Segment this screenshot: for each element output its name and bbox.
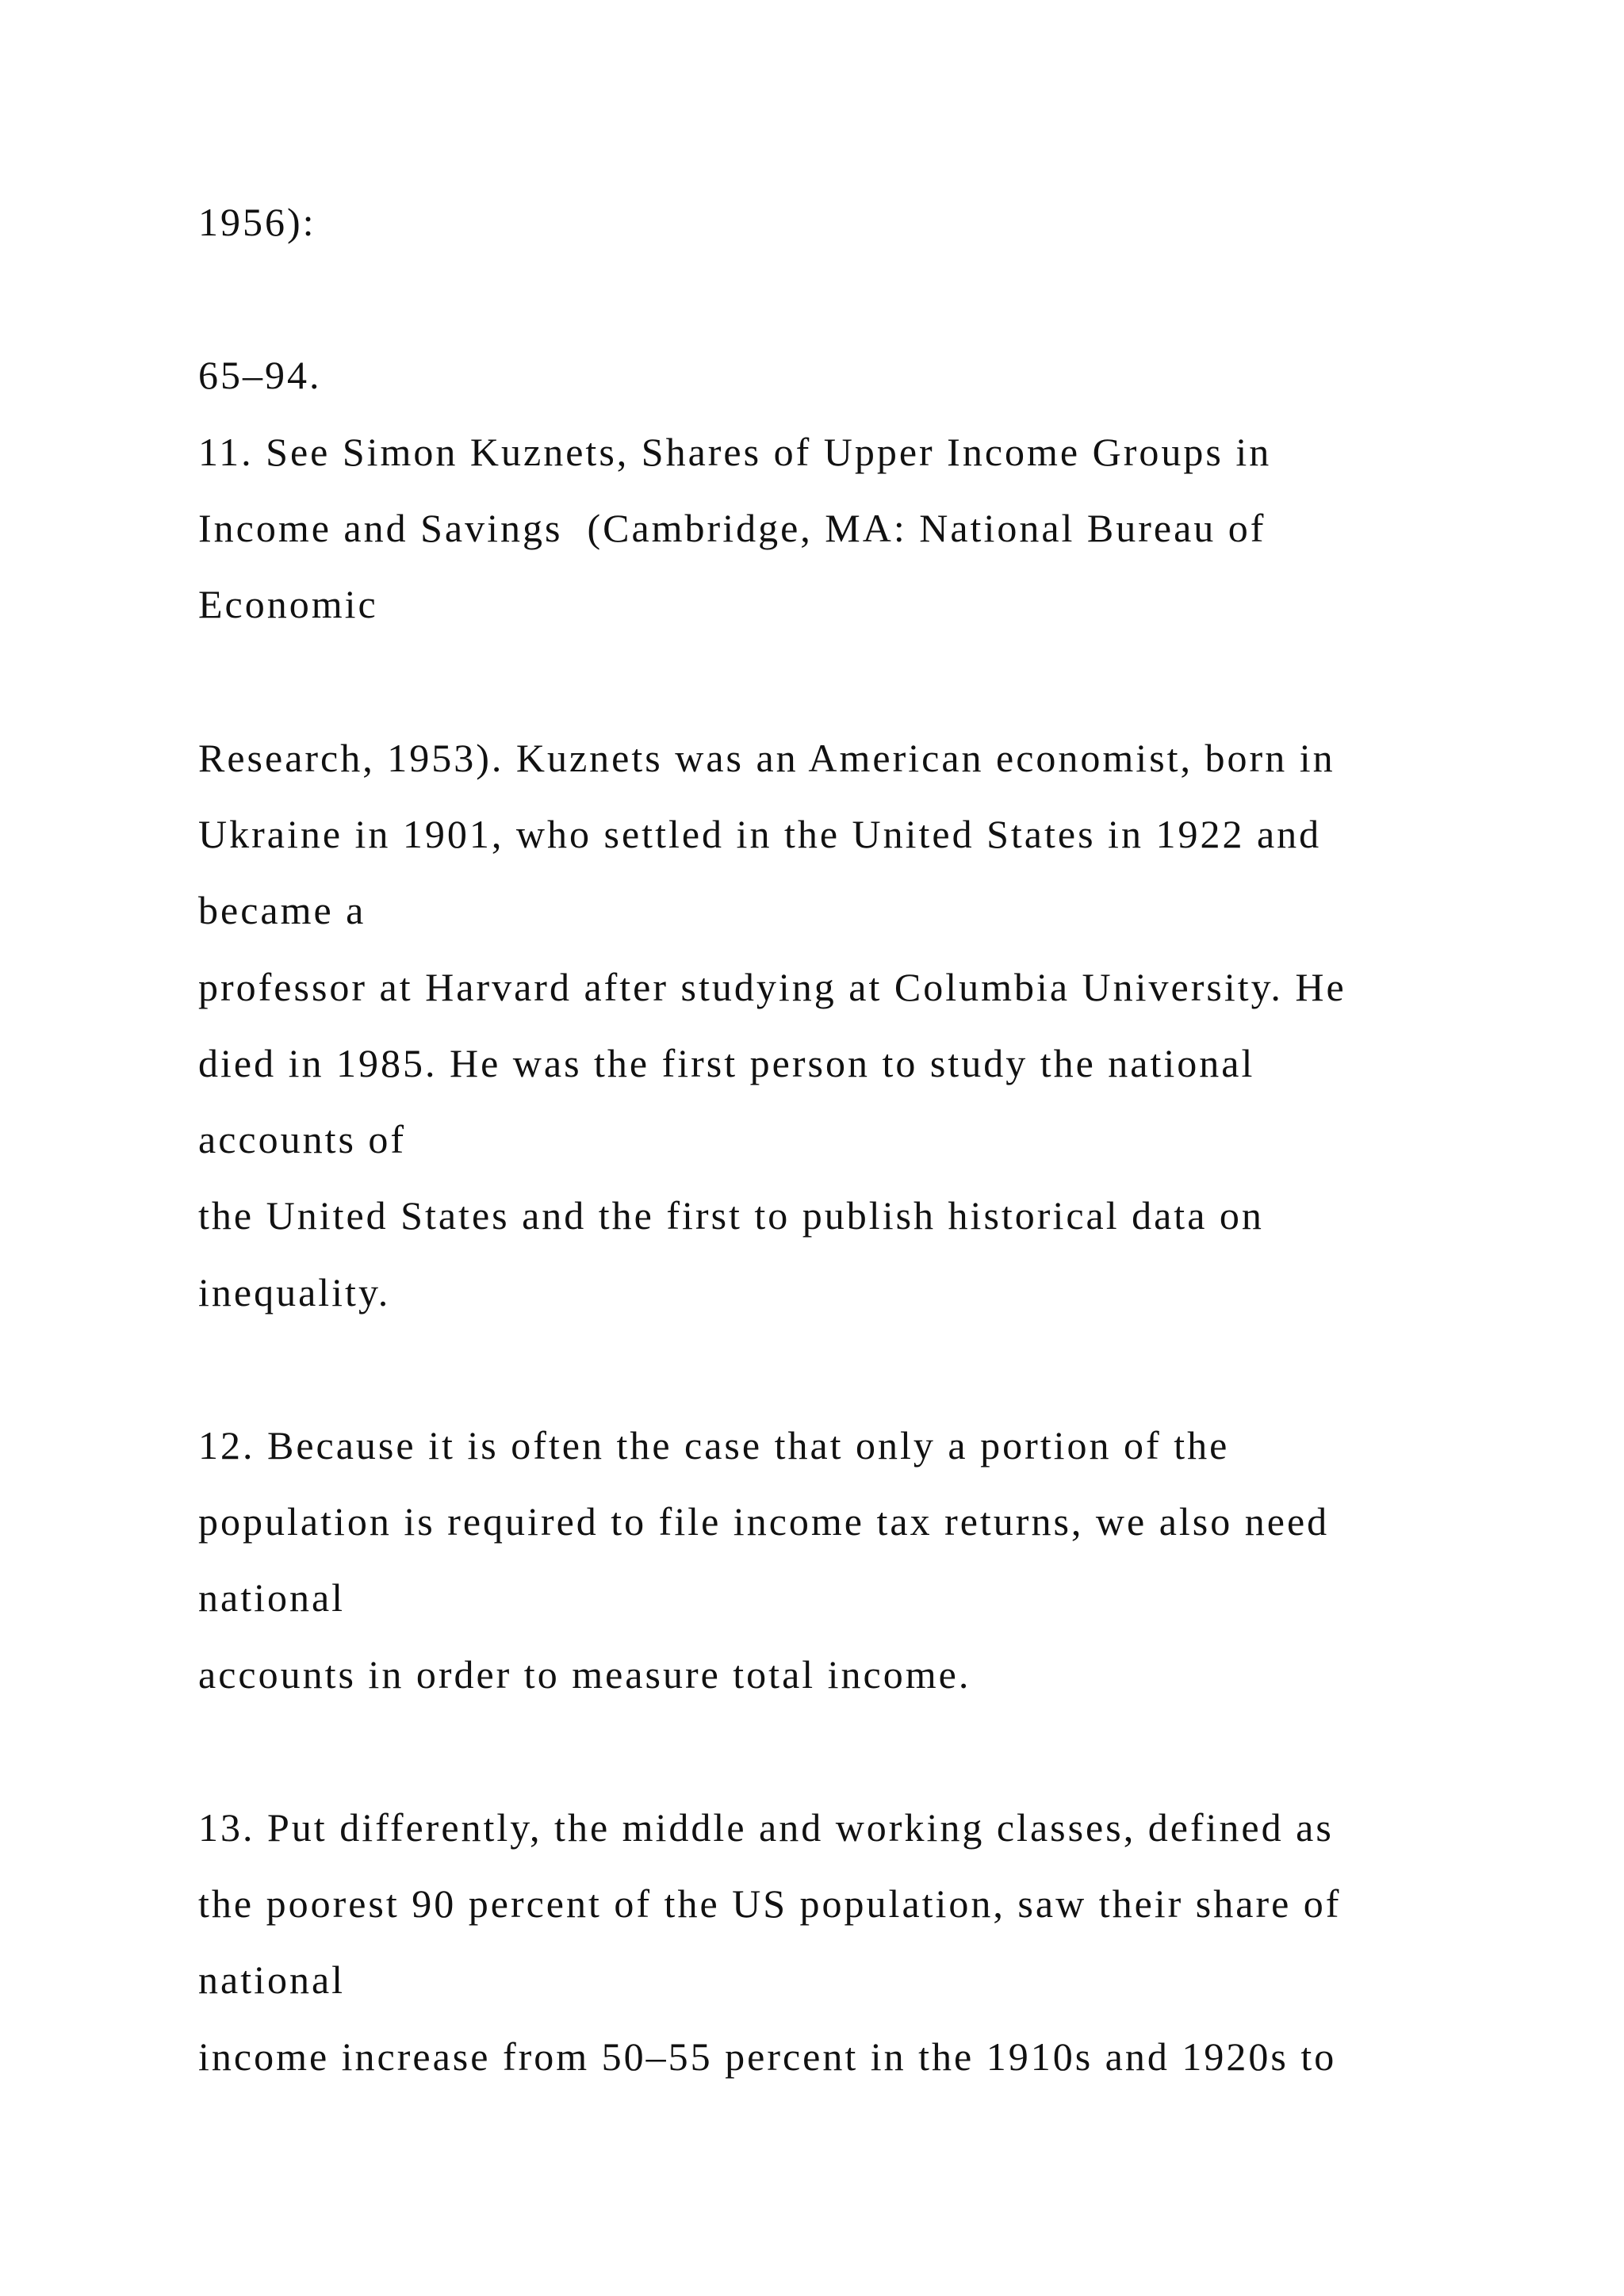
text-line: 1956):	[198, 200, 316, 244]
text-line: the poorest 90 percent of the US population, saw their share of	[198, 1881, 1342, 1926]
text-line: died in 1985. He was the first person to study the national	[198, 1041, 1255, 1085]
text-line: 13. Put differently, the middle and working classes, defined as	[198, 1805, 1334, 1850]
text-line: 65–94.	[198, 353, 322, 397]
text-line: income increase from 50–55 percent in the 1910s and 1920s to	[198, 2034, 1337, 2079]
text-line: Research, 1953). Kuznets was an American economist, born in	[198, 736, 1335, 780]
text-line: inequality.	[198, 1270, 391, 1314]
text-line: Income and Savings (Cambridge, MA: National Bureau of	[198, 506, 1266, 550]
text-line: the United States and the first to publish historical data on	[198, 1193, 1264, 1238]
text-line: Economic	[198, 582, 378, 626]
text-line: accounts of	[198, 1117, 407, 1161]
text-line: national	[198, 1957, 346, 2002]
text-line: 11. See Simon Kuznets, Shares of Upper Income Groups in	[198, 430, 1272, 474]
text-line: population is required to file income tax returns, we also need	[198, 1499, 1330, 1544]
text-line: Ukraine in 1901, who settled in the United States in 1922 and	[198, 812, 1322, 856]
text-line: 12. Because it is often the case that only a portion of the	[198, 1423, 1230, 1468]
text-line: national	[198, 1575, 346, 1620]
text-line: accounts in order to measure total income.	[198, 1652, 971, 1697]
text-line: professor at Harvard after studying at Columbia University. He	[198, 965, 1346, 1009]
text-line: became a	[198, 888, 366, 932]
